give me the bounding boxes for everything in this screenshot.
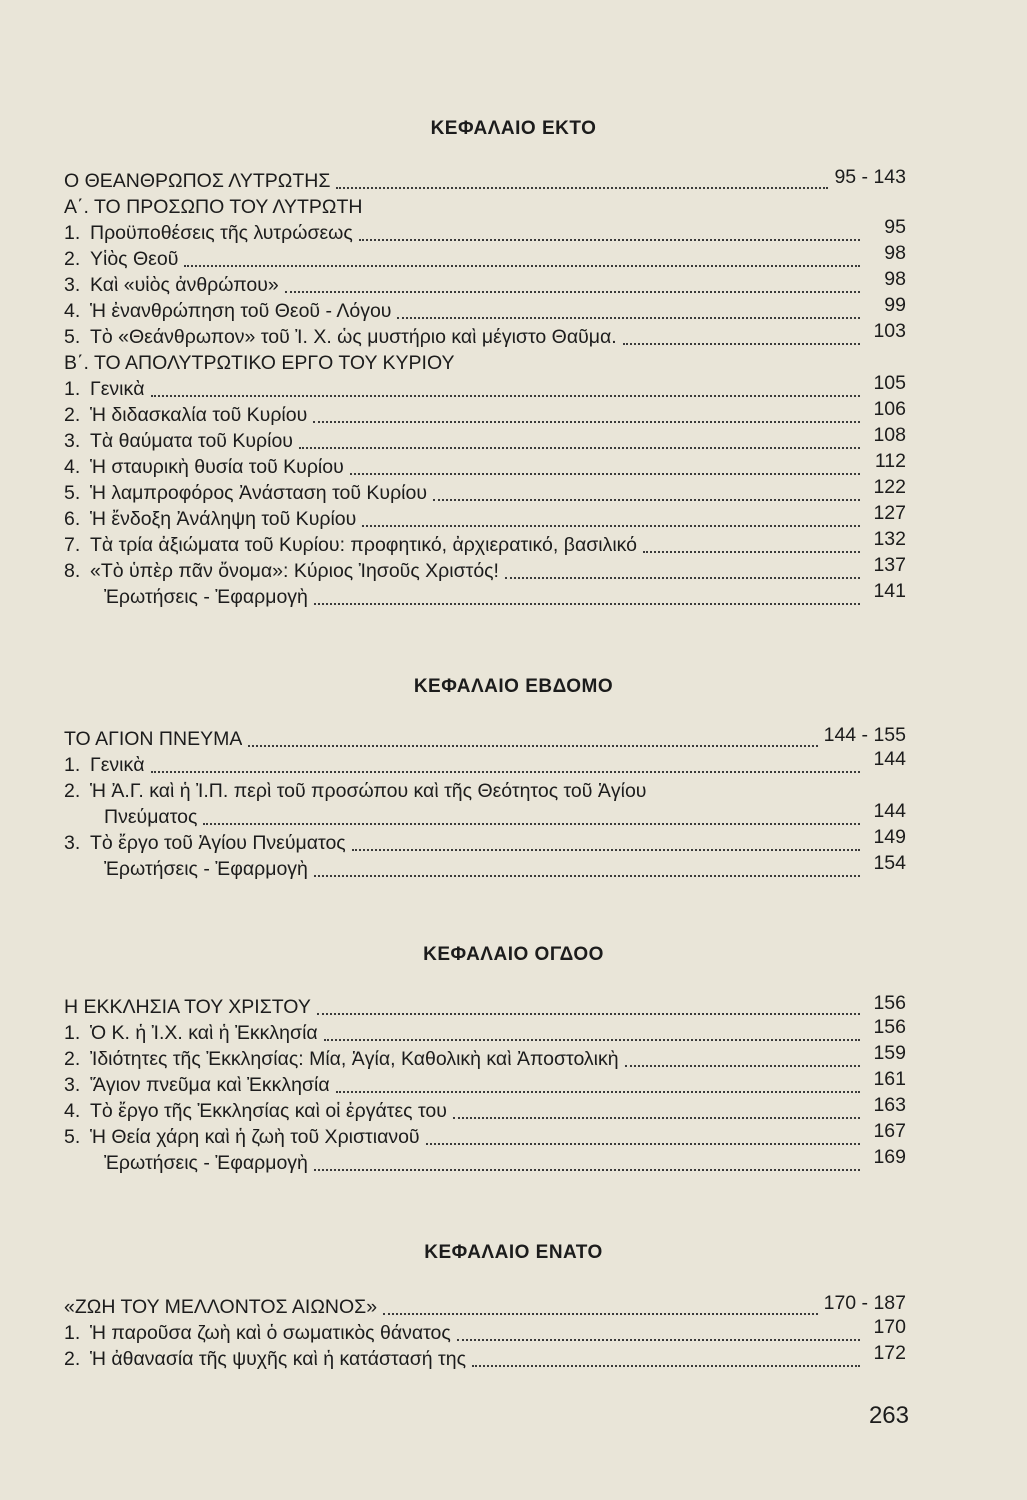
dot-leader — [299, 446, 860, 449]
toc-entry-title: Α΄. ΤΟ ΠΡΟΣΩΠΟ ΤΟΥ ΛΥΤΡΩΤΗ — [64, 196, 363, 218]
toc-entry-title: Ἡ Ἀ.Γ. καὶ ἡ Ἰ.Π. περὶ τοῦ προσώπου καὶ τῆς Θεότητος τοῦ Ἁγίου — [90, 780, 647, 802]
toc-entry-title: «Τὸ ὑπὲρ πᾶν ὄνομα»: Κύριος Ἰησοῦς Χριστός! — [90, 560, 499, 582]
toc-entry-title: Ἐρωτήσεις - Ἐφαρμογὴ — [104, 1152, 308, 1174]
dot-leader — [314, 874, 860, 877]
toc-entry — [64, 320, 906, 350]
toc-entry-title: Ἡ Θεία χάρη καὶ ἡ ζωὴ τοῦ Χριστιανοῦ — [90, 1126, 420, 1148]
toc-section-heading — [64, 350, 906, 376]
toc-entry-title: ΤΟ ΑΓΙΟΝ ΠΝΕΥΜΑ — [64, 728, 243, 750]
toc-section-heading — [64, 194, 906, 220]
dot-leader — [317, 1012, 860, 1015]
dot-leader — [336, 186, 828, 189]
toc-entry-page: 170 - 187 — [823, 1292, 906, 1314]
toc-chapter-title — [64, 1294, 906, 1320]
toc-entry-title: Β΄. ΤΟ ΑΠΟΛΥΤΡΩΤΙΚΟ ΕΡΓΟ ΤΟΥ ΚΥΡΙΟΥ — [64, 352, 455, 374]
toc-entry-page: 105 — [873, 372, 906, 394]
toc-entry-page: 163 — [873, 1094, 906, 1116]
dot-leader — [362, 524, 860, 527]
toc-entry-title: Γενικὰ — [90, 378, 145, 400]
toc-entry-title: Υἱὸς Θεοῦ — [90, 248, 179, 270]
chapter-heading-8: ΚΕΦΑΛΑΙΟ ΟΓΔΟΟ — [423, 944, 604, 965]
toc-entry — [64, 450, 906, 480]
toc-entry — [64, 580, 906, 610]
toc-entry-number: 4. — [64, 1100, 81, 1122]
toc-chapter-9 — [64, 1294, 906, 1372]
toc-entry-number: 2. — [64, 404, 81, 426]
toc-entry-number: 5. — [64, 482, 81, 504]
toc-entry-title: Ἅγιον πνεῦμα καὶ Ἐκκλησία — [90, 1074, 330, 1096]
toc-entry — [64, 242, 906, 272]
toc-entry-title: Τὸ ἔργο τοῦ Ἁγίου Πνεύματος — [90, 832, 346, 854]
toc-entry-page: 132 — [873, 528, 906, 550]
dot-leader — [352, 848, 860, 851]
toc-entry-title: Ἐρωτήσεις - Ἐφαρμογὴ — [104, 586, 308, 608]
dot-leader — [248, 744, 817, 747]
toc-entry — [64, 800, 906, 830]
toc-entry — [64, 1316, 906, 1346]
dot-leader — [285, 290, 860, 293]
toc-entry-number: 1. — [64, 1022, 81, 1044]
toc-entry-page: 161 — [873, 1068, 906, 1090]
toc-entry-title: Ο ΘΕΑΝΘΡΩΠΟΣ ΛΥΤΡΩΤΗΣ — [64, 170, 331, 192]
toc-entry — [64, 1068, 906, 1098]
toc-entry-page: 98 — [884, 242, 906, 264]
toc-entry-page: 156 — [873, 1016, 906, 1038]
toc-entry-number: 3. — [64, 832, 81, 854]
toc-entry-title: Η ΕΚΚΛΗΣΙΑ ΤΟΥ ΧΡΙΣΤΟΥ — [64, 996, 311, 1018]
toc-entry-number: 3. — [64, 1074, 81, 1096]
toc-entry-number: 4. — [64, 456, 81, 478]
toc-entry-number: 2. — [64, 1048, 81, 1070]
toc-entry-number: 5. — [64, 1126, 81, 1148]
toc-entry-title: Πνεύματος — [104, 806, 198, 828]
toc-chapter-title — [64, 726, 906, 752]
toc-chapter-6 — [64, 168, 906, 610]
toc-entry — [64, 372, 906, 402]
dot-leader — [426, 1142, 860, 1145]
toc-entry-title: Ἡ ἀθανασία τῆς ψυχῆς καὶ ἡ κατάστασή της — [90, 1348, 466, 1370]
toc-entry-page: 95 — [884, 216, 906, 238]
toc-entry-number: 2. — [64, 780, 81, 802]
dot-leader — [457, 1338, 860, 1341]
toc-entry-page: 144 - 155 — [823, 724, 906, 746]
toc-entry-title: Ἡ λαμπροφόρος Ἀνάσταση τοῦ Κυρίου — [90, 482, 428, 504]
toc-entry-page: 172 — [873, 1342, 906, 1364]
toc-entry-page: 95 - 143 — [834, 166, 906, 188]
toc-entry-title: Τὰ τρία ἀξιώματα τοῦ Κυρίου: προφητικό, ἀρχιερατικό, βασιλικό — [90, 534, 638, 556]
toc-entry — [64, 502, 906, 532]
toc-entry-title: Γενικὰ — [90, 754, 145, 776]
dot-leader — [397, 316, 860, 319]
toc-entry-number: 1. — [64, 378, 81, 400]
toc-section-heading — [64, 778, 906, 804]
toc-entry-number: 5. — [64, 326, 81, 348]
toc-entry-page: 108 — [873, 424, 906, 446]
toc-entry-page: 154 — [873, 852, 906, 874]
dot-leader — [433, 498, 860, 501]
toc-entry-number: 1. — [64, 1322, 81, 1344]
chapter-heading-9: ΚΕΦΑΛΑΙΟ ΕΝΑΤΟ — [424, 1242, 603, 1263]
dot-leader — [453, 1116, 860, 1119]
toc-chapter-title — [64, 994, 906, 1020]
toc-entry-page: 169 — [873, 1146, 906, 1168]
dot-leader — [151, 394, 860, 397]
toc-entry-title: Προϋποθέσεις τῆς λυτρώσεως — [90, 222, 353, 244]
toc-entry-title: Ἡ παροῦσα ζωὴ καὶ ὁ σωματικὸς θάνατος — [90, 1322, 451, 1344]
toc-entry-number: 1. — [64, 222, 81, 244]
toc-entry-number: 3. — [64, 430, 81, 452]
toc-entry — [64, 424, 906, 454]
dot-leader — [314, 1168, 860, 1171]
dot-leader — [383, 1312, 818, 1315]
toc-entry-title: Ἡ ἐνανθρώπηση τοῦ Θεοῦ - Λόγου — [90, 300, 392, 322]
dot-leader — [625, 1064, 860, 1067]
dot-leader — [314, 602, 860, 605]
toc-entry-title: «ΖΩΗ ΤΟΥ ΜΕΛΛΟΝΤΟΣ ΑΙΩΝΟΣ» — [64, 1296, 378, 1318]
dot-leader — [359, 238, 860, 241]
toc-entry — [64, 528, 906, 558]
toc-entry-page: 98 — [884, 268, 906, 290]
toc-entry-page: 170 — [873, 1316, 906, 1338]
toc-entry-page: 103 — [873, 320, 906, 342]
toc-entry-title: Ἰδιότητες τῆς Ἐκκλησίας: Μία, Ἁγία, Καθολικὴ καὶ Ἀποστολικὴ — [90, 1048, 619, 1070]
toc-entry-number: 7. — [64, 534, 81, 556]
chapter-heading-6: ΚΕΦΑΛΑΙΟ ΕΚΤΟ — [430, 118, 597, 139]
toc-entry-page: 159 — [873, 1042, 906, 1064]
toc-chapter-7 — [64, 726, 906, 882]
toc-entry-page: 106 — [873, 398, 906, 420]
toc-entry-page: 99 — [884, 294, 906, 316]
toc-entry — [64, 1016, 906, 1046]
dot-leader — [324, 1038, 860, 1041]
toc-chapter-8 — [64, 994, 906, 1176]
toc-entry-number: 8. — [64, 560, 81, 582]
dot-leader — [472, 1364, 860, 1367]
dot-leader — [313, 420, 860, 423]
toc-entry — [64, 1042, 906, 1072]
toc-entry-page: 112 — [874, 450, 906, 472]
toc-entry-number: 6. — [64, 508, 81, 530]
dot-leader — [643, 550, 860, 553]
toc-entry-title: Ἐρωτήσεις - Ἐφαρμογὴ — [104, 858, 308, 880]
toc-entry-title: Ὁ Κ. ἡ Ἰ.Χ. καὶ ἡ Ἐκκλησία — [90, 1022, 318, 1044]
dot-leader — [203, 822, 860, 825]
toc-entry-page: 156 — [873, 992, 906, 1014]
toc-entry — [64, 1342, 906, 1372]
toc-entry — [64, 554, 906, 584]
toc-entry-title: Καὶ «υἱὸς ἀνθρώπου» — [90, 274, 279, 296]
toc-entry — [64, 268, 906, 298]
toc-entry-page: 127 — [873, 502, 906, 524]
toc-entry-page: 141 — [873, 580, 906, 602]
toc-entry — [64, 852, 906, 882]
dot-leader — [151, 770, 860, 773]
toc-entry — [64, 216, 906, 246]
toc-entry-page: 137 — [873, 554, 906, 576]
toc-entry — [64, 1094, 906, 1124]
toc-entry — [64, 748, 906, 778]
dot-leader — [184, 264, 860, 267]
toc-entry-page: 149 — [873, 826, 906, 848]
toc-entry — [64, 826, 906, 856]
toc-entry-number: 4. — [64, 300, 81, 322]
toc-entry-number: 3. — [64, 274, 81, 296]
page-number: 263 — [868, 1402, 909, 1429]
toc-entry — [64, 1120, 906, 1150]
toc-entry-title: Ἡ διδασκαλία τοῦ Κυρίου — [90, 404, 308, 426]
toc-entry-page: 122 — [873, 476, 906, 498]
toc-entry — [64, 294, 906, 324]
toc-entry-title: Τὰ θαύματα τοῦ Κυρίου — [90, 430, 293, 452]
toc-entry-page: 167 — [873, 1120, 906, 1142]
dot-leader — [505, 576, 860, 579]
dot-leader — [350, 472, 860, 475]
toc-entry-title: Ἡ σταυρικὴ θυσία τοῦ Κυρίου — [90, 456, 344, 478]
dot-leader — [336, 1090, 860, 1093]
toc-chapter-title — [64, 168, 906, 194]
toc-entry-number: 1. — [64, 754, 81, 776]
toc-entry — [64, 476, 906, 506]
toc-entry-title: Ἡ ἔνδοξη Ἀνάληψη τοῦ Κυρίου — [90, 508, 357, 530]
toc-entry-page: 144 — [873, 800, 906, 822]
toc-entry-number: 2. — [64, 248, 81, 270]
dot-leader — [623, 342, 860, 345]
toc-entry-title: Τὸ «Θεάνθρωπον» τοῦ Ἰ. Χ. ὡς μυστήριο καὶ μέγιστο Θαῦμα. — [90, 326, 617, 348]
toc-entry — [64, 398, 906, 428]
toc-entry-title: Τὸ ἔργο τῆς Ἐκκλησίας καὶ οἱ ἐργάτες του — [90, 1100, 447, 1122]
chapter-heading-7: ΚΕΦΑΛΑΙΟ ΕΒΔΟΜΟ — [413, 676, 614, 697]
toc-entry-page: 144 — [873, 748, 906, 770]
toc-entry — [64, 1146, 906, 1176]
toc-entry-number: 2. — [64, 1348, 81, 1370]
